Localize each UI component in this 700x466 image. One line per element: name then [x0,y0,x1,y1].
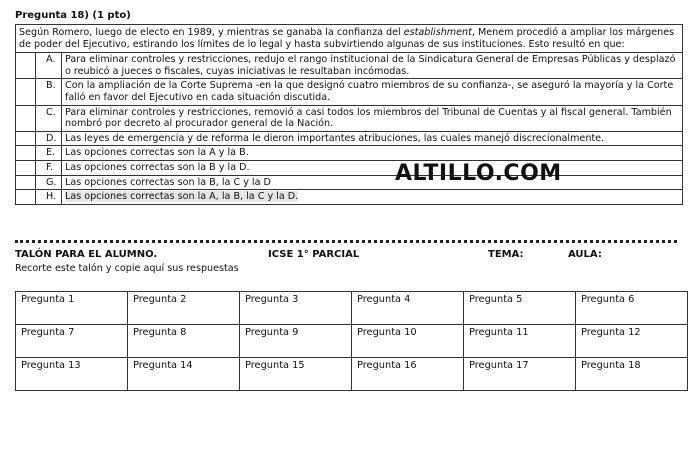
talon-instruction: Recorte este talón y copie aquí sus respuestas [15,263,239,274]
option-spacer [16,131,36,146]
option-row-b[interactable] [16,79,683,105]
question-stem-row [16,25,683,53]
answer-cell[interactable]: Pregunta 6 [576,292,688,325]
answer-cell[interactable]: Pregunta 8 [128,325,240,358]
answer-cell[interactable]: Pregunta 14 [128,358,240,391]
answer-cell[interactable]: Pregunta 17 [464,358,576,391]
talon-aula-label: AULA: [568,249,602,260]
option-spacer [16,79,36,105]
question-stem [16,25,683,53]
question-table [15,24,683,205]
option-text: Las opciones correctas son la B, la C y la D [62,175,683,190]
option-letter: D. [36,131,62,146]
option-letter: G. [36,175,62,190]
answer-cell[interactable]: Pregunta 16 [352,358,464,391]
answer-cell[interactable]: Pregunta 13 [16,358,128,391]
answer-cell[interactable]: Pregunta 5 [464,292,576,325]
answer-cell[interactable]: Pregunta 15 [240,358,352,391]
option-text: Para eliminar controles y restricciones, redujo el rango institucional de la Sindicatura General de Empresas Públicas y desplazó o reubicó a jueces o fiscales, cuyas iniciativas le resultaban incómodas. [62,53,683,79]
option-row-c[interactable] [16,105,683,131]
stem-rest: , Menem procedió a ampliar los márgenes de poder del Ejecutivo, estirando los límites de lo legal y hasta subvirtiendo algunas de sus instituciones. Esto resultó en que: [19,27,675,50]
option-text: Las opciones correctas son la B y la D. [62,160,683,175]
option-spacer [16,146,36,161]
option-text: Las opciones correctas son la A y la B. [62,146,683,161]
answers-grid [15,291,688,391]
answer-cell[interactable]: Pregunta 4 [352,292,464,325]
option-spacer [16,160,36,175]
option-letter: A. [36,53,62,79]
answer-cell[interactable]: Pregunta 9 [240,325,352,358]
talon-parcial-label: ICSE 1° PARCIAL [268,249,360,260]
option-text: Con la ampliación de la Corte Suprema -en la que designó cuatro miembros de su confianza-, se aseguró la mayoría y la Corte falló en favor del Ejecutivo en cada situación discutida. [62,79,683,105]
answers-row [16,325,688,358]
answers-row [16,292,688,325]
option-row-d[interactable] [16,131,683,146]
option-spacer [16,190,36,205]
option-letter: B. [36,79,62,105]
option-spacer [16,175,36,190]
watermark: ALTILLO.COM [395,161,562,186]
option-row-g[interactable] [16,175,683,190]
cut-line [15,240,677,243]
option-spacer [16,105,36,131]
answer-cell[interactable]: Pregunta 11 [464,325,576,358]
option-letter: F. [36,160,62,175]
stem-text: Según Romero, luego de electo en 1989, y mientras se ganaba la confianza del [19,27,404,38]
question-title: Pregunta 18) (1 pto) [15,10,131,21]
option-text: Para eliminar controles y restricciones, removió a casi todos los miembros del Tribunal de Cuentas y al fiscal general. También nombró por decreto al procurador general de la Nación. [62,105,683,131]
option-letter: C. [36,105,62,131]
option-row-h[interactable] [16,190,683,205]
option-letter: E. [36,146,62,161]
answers-row [16,358,688,391]
answer-cell[interactable]: Pregunta 2 [128,292,240,325]
option-row-a[interactable] [16,53,683,79]
stem-italic: establishment [403,27,472,38]
answer-cell[interactable]: Pregunta 1 [16,292,128,325]
option-row-f[interactable] [16,160,683,175]
option-text [62,190,683,205]
answer-cell[interactable]: Pregunta 10 [352,325,464,358]
answer-cell[interactable]: Pregunta 3 [240,292,352,325]
talon-tema-label: TEMA: [488,249,524,260]
option-text: Las leyes de emergencia y de reforma le dieron importantes atribuciones, las cuales manejó discrecionalmente. [62,131,683,146]
option-text-highlighted: Las opciones correctas son la A, la B, la C y la D. [65,191,299,203]
talon-alumno-label: TALÓN PARA EL ALUMNO. [15,249,158,260]
option-letter: H. [36,190,62,205]
answer-cell[interactable]: Pregunta 18 [576,358,688,391]
answer-cell[interactable]: Pregunta 7 [16,325,128,358]
option-spacer [16,53,36,79]
option-row-e[interactable] [16,146,683,161]
answer-cell[interactable]: Pregunta 12 [576,325,688,358]
